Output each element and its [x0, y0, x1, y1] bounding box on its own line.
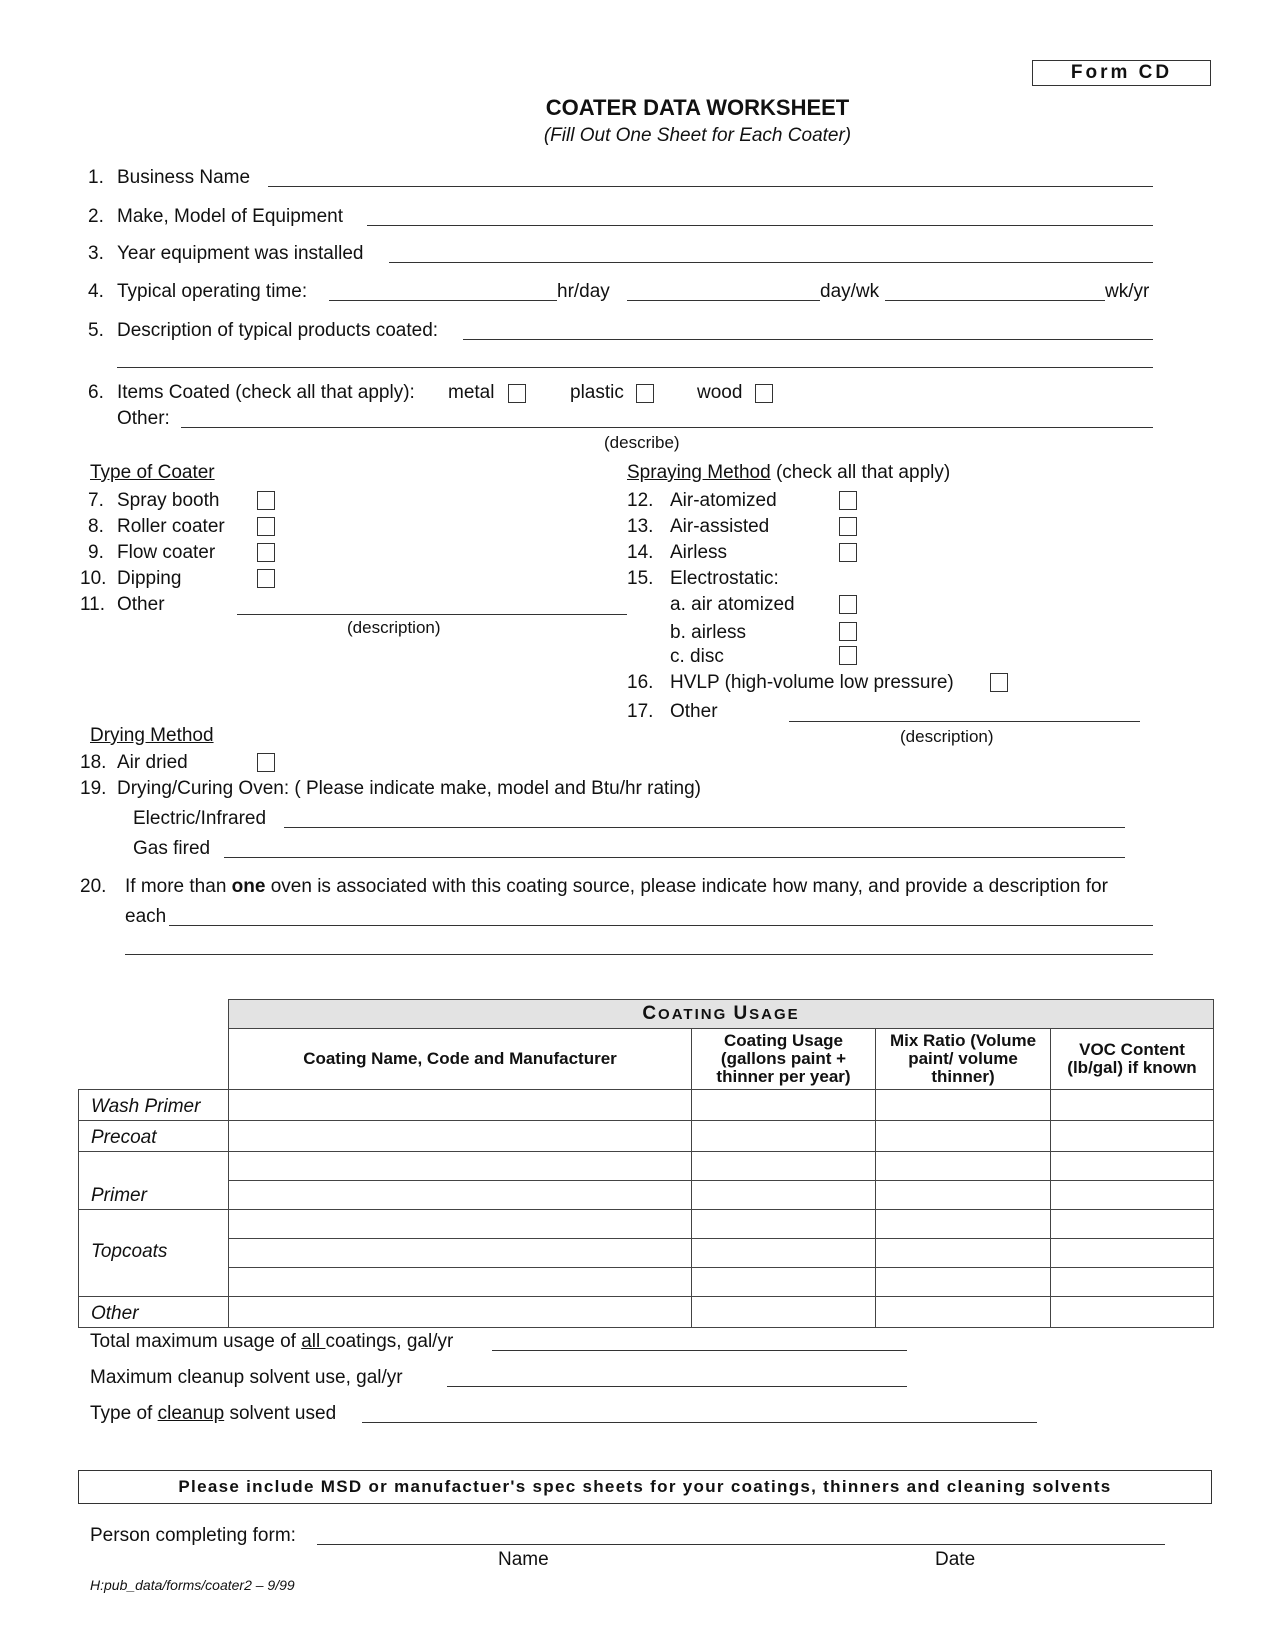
- date-hint: Date: [935, 1549, 976, 1570]
- hr-day-unit: hr/day: [557, 281, 610, 302]
- q8-number: 8.: [88, 516, 104, 537]
- topcoats-name-cell[interactable]: [229, 1268, 692, 1297]
- wood-checkbox[interactable]: [755, 384, 773, 403]
- precoat-name-cell[interactable]: [229, 1121, 692, 1152]
- year-installed-field[interactable]: [389, 262, 1153, 263]
- gas-fired-label: Gas fired: [133, 838, 211, 859]
- max-cleanup-use-field[interactable]: [447, 1386, 907, 1387]
- topcoats-voc-cell[interactable]: [1051, 1210, 1214, 1239]
- page-title: COATER DATA WORKSHEET: [545, 95, 850, 120]
- electrostatic-disc-checkbox[interactable]: [839, 646, 857, 665]
- flow-coater-label: Flow coater: [117, 542, 216, 563]
- items-other-label: Other:: [117, 408, 170, 429]
- electrostatic-airless-checkbox[interactable]: [839, 622, 857, 641]
- roller-coater-label: Roller coater: [117, 516, 225, 537]
- products-coated-field[interactable]: [463, 339, 1153, 340]
- hvlp-label: HVLP (high-volume low pressure): [670, 672, 954, 693]
- table-corner: [79, 1000, 229, 1029]
- row-label-other: Other: [79, 1297, 229, 1328]
- dipping-checkbox[interactable]: [257, 569, 275, 588]
- coater-other-label: Other: [117, 594, 165, 615]
- q13-number: 13.: [627, 516, 654, 537]
- primer-mix-cell[interactable]: [876, 1152, 1051, 1181]
- air-atomized-checkbox[interactable]: [839, 491, 857, 510]
- topcoats-usage-cell[interactable]: [692, 1210, 876, 1239]
- wk-yr-unit: wk/yr: [1105, 281, 1150, 302]
- q6-number: 6.: [88, 382, 104, 403]
- q17-number: 17.: [627, 701, 654, 722]
- operating-time-label: Typical operating time:: [117, 281, 308, 302]
- topcoats-mix-cell[interactable]: [876, 1210, 1051, 1239]
- total-max-usage-field[interactable]: [492, 1350, 907, 1351]
- table-row-topcoats: [79, 1268, 1214, 1297]
- topcoats-voc-cell[interactable]: [1051, 1268, 1214, 1297]
- roller-coater-checkbox[interactable]: [257, 517, 275, 536]
- business-name-field[interactable]: [268, 186, 1153, 187]
- col-header-mix-ratio: Mix Ratio (Volume paint/ volume thinner): [876, 1029, 1051, 1090]
- q4-number: 4.: [88, 281, 104, 302]
- topcoats-mix-cell[interactable]: [876, 1239, 1051, 1268]
- q5-number: 5.: [88, 320, 104, 341]
- airless-checkbox[interactable]: [839, 543, 857, 562]
- plastic-checkbox[interactable]: [636, 384, 654, 403]
- q3-number: 3.: [88, 243, 104, 264]
- other-mix-cell[interactable]: [876, 1297, 1051, 1328]
- q19-number: 19.: [80, 778, 107, 799]
- spray-other-label: Other: [670, 701, 718, 722]
- metal-label: metal: [448, 382, 495, 403]
- weeks-per-year-field[interactable]: [885, 300, 1105, 301]
- coater-other-field[interactable]: [237, 614, 627, 615]
- primer-mix-cell[interactable]: [876, 1181, 1051, 1210]
- wash-primer-voc-cell[interactable]: [1051, 1090, 1214, 1121]
- q20-number: 20.: [80, 876, 107, 897]
- items-coated-label: Items Coated (check all that apply):: [117, 382, 415, 403]
- wash-primer-usage-cell[interactable]: [692, 1090, 876, 1121]
- form-id-box: Form CD: [1032, 60, 1211, 86]
- spray-booth-checkbox[interactable]: [257, 491, 275, 510]
- msds-notice-box: Please include MSD or manufactuer's spec sheets for your coatings, thinners and cleaning solvents: [78, 1470, 1212, 1504]
- gas-fired-field[interactable]: [224, 857, 1125, 858]
- make-model-label: Make, Model of Equipment: [117, 206, 344, 227]
- metal-checkbox[interactable]: [508, 384, 526, 403]
- coating-usage-heading: COATING USAGE: [229, 1000, 1214, 1029]
- air-assisted-checkbox[interactable]: [839, 517, 857, 536]
- row-label-primer: Primer: [79, 1152, 229, 1210]
- electrostatic-air-atomized-label: a. air atomized: [670, 594, 795, 615]
- electrostatic-label: Electrostatic:: [670, 568, 779, 589]
- items-other-field[interactable]: [181, 427, 1153, 428]
- spray-other-hint: (description): [900, 727, 994, 746]
- day-wk-unit: day/wk: [820, 281, 880, 302]
- q11-number: 11.: [80, 594, 106, 615]
- air-dried-label: Air dried: [117, 752, 188, 773]
- multiple-ovens-label: If more than one oven is associated with this coating source, please indicate how many, and provide a description for: [125, 876, 1108, 897]
- other-name-cell[interactable]: [229, 1297, 692, 1328]
- spray-booth-label: Spray booth: [117, 490, 220, 511]
- products-coated-label: Description of typical products coated:: [117, 320, 439, 341]
- hvlp-checkbox[interactable]: [990, 673, 1008, 692]
- drying-oven-label: Drying/Curing Oven: ( Please indicate make, model and Btu/hr rating): [117, 778, 701, 799]
- primer-voc-cell[interactable]: [1051, 1181, 1214, 1210]
- multiple-ovens-field-line2[interactable]: [125, 954, 1153, 955]
- table-row-topcoats: [79, 1239, 1214, 1268]
- table-row-wash-primer: [79, 1090, 1214, 1121]
- max-cleanup-use-label: Maximum cleanup solvent use, gal/yr: [90, 1367, 403, 1388]
- page-subtitle: (Fill Out One Sheet for Each Coater): [543, 125, 852, 146]
- table-row-primer: [79, 1181, 1214, 1210]
- q14-number: 14.: [627, 542, 654, 563]
- electrostatic-airless-label: b. airless: [670, 622, 747, 643]
- table-row-primer: [79, 1152, 1214, 1181]
- airless-label: Airless: [670, 542, 728, 563]
- q15-number: 15.: [627, 568, 654, 589]
- q12-number: 12.: [627, 490, 654, 511]
- business-name-label: Business Name: [117, 167, 251, 188]
- drying-method-heading: Drying Method: [90, 725, 214, 746]
- col-header-voc-content: VOC Content (lb/gal) if known: [1051, 1029, 1214, 1090]
- flow-coater-checkbox[interactable]: [257, 543, 275, 562]
- coating-usage-table: [78, 999, 1214, 1328]
- dipping-label: Dipping: [117, 568, 182, 589]
- spray-other-field[interactable]: [789, 721, 1140, 722]
- multiple-ovens-each-label: each: [125, 906, 167, 927]
- wood-label: wood: [697, 382, 743, 403]
- precoat-mix-cell[interactable]: [876, 1121, 1051, 1152]
- plastic-label: plastic: [570, 382, 624, 403]
- person-completing-field[interactable]: [317, 1544, 1165, 1545]
- electric-infrared-field[interactable]: [284, 827, 1125, 828]
- topcoats-voc-cell[interactable]: [1051, 1239, 1214, 1268]
- primer-name-cell[interactable]: [229, 1181, 692, 1210]
- spraying-method-heading: Spraying Method (check all that apply): [627, 462, 951, 483]
- multiple-ovens-field[interactable]: [169, 925, 1153, 926]
- row-label-topcoats: Topcoats: [79, 1210, 229, 1297]
- primer-usage-cell[interactable]: [692, 1152, 876, 1181]
- topcoats-mix-cell[interactable]: [876, 1268, 1051, 1297]
- primer-voc-cell[interactable]: [1051, 1152, 1214, 1181]
- q1-number: 1.: [88, 167, 104, 188]
- type-of-coater-heading: Type of Coater: [90, 462, 215, 483]
- primer-name-cell[interactable]: [229, 1152, 692, 1181]
- products-coated-field-line2[interactable]: [117, 367, 1153, 368]
- row-label-precoat: Precoat: [79, 1121, 229, 1152]
- air-atomized-label: Air-atomized: [670, 490, 777, 511]
- footer-file-path: H:pub_data/forms/coater2 – 9/99: [90, 1577, 295, 1593]
- topcoats-name-cell[interactable]: [229, 1210, 692, 1239]
- cleanup-solvent-type-field[interactable]: [362, 1422, 1037, 1423]
- q2-number: 2.: [88, 206, 104, 227]
- col-header-coating-usage: Coating Usage (gallons paint + thinner per year): [692, 1029, 876, 1090]
- days-per-week-field[interactable]: [627, 300, 820, 301]
- table-row-precoat: [79, 1121, 1214, 1152]
- electrostatic-air-atomized-checkbox[interactable]: [839, 595, 857, 614]
- other-usage-cell[interactable]: [692, 1297, 876, 1328]
- q10-number: 10.: [80, 568, 107, 589]
- topcoats-name-cell[interactable]: [229, 1239, 692, 1268]
- row-label-wash-primer: Wash Primer: [79, 1090, 229, 1121]
- precoat-usage-cell[interactable]: [692, 1121, 876, 1152]
- name-hint: Name: [498, 1549, 549, 1570]
- q18-number: 18.: [80, 752, 107, 773]
- coater-other-hint: (description): [347, 618, 441, 637]
- make-model-field[interactable]: [367, 225, 1153, 226]
- cleanup-solvent-type-label: Type of cleanup solvent used: [90, 1403, 337, 1424]
- items-other-hint: (describe): [604, 433, 680, 452]
- topcoats-usage-cell[interactable]: [692, 1239, 876, 1268]
- other-voc-cell[interactable]: [1051, 1297, 1214, 1328]
- electrostatic-disc-label: c. disc: [670, 646, 724, 667]
- table-row-other: [79, 1297, 1214, 1328]
- year-installed-label: Year equipment was installed: [117, 243, 364, 264]
- primer-usage-cell[interactable]: [692, 1181, 876, 1210]
- electric-infrared-label: Electric/Infrared: [133, 808, 267, 829]
- wash-primer-mix-cell[interactable]: [876, 1090, 1051, 1121]
- q7-number: 7.: [88, 490, 104, 511]
- col-header-coating-name: Coating Name, Code and Manufacturer: [229, 1029, 692, 1090]
- table-row-topcoats: [79, 1210, 1214, 1239]
- precoat-voc-cell[interactable]: [1051, 1121, 1214, 1152]
- person-completing-label: Person completing form:: [90, 1525, 296, 1546]
- total-max-usage-label: Total maximum usage of all coatings, gal/yr: [90, 1331, 454, 1352]
- hours-per-day-field[interactable]: [329, 300, 557, 301]
- air-dried-checkbox[interactable]: [257, 753, 275, 772]
- air-assisted-label: Air-assisted: [670, 516, 770, 537]
- table-corner: [79, 1029, 229, 1090]
- q9-number: 9.: [88, 542, 104, 563]
- wash-primer-name-cell[interactable]: [229, 1090, 692, 1121]
- q16-number: 16.: [627, 672, 654, 693]
- topcoats-usage-cell[interactable]: [692, 1268, 876, 1297]
